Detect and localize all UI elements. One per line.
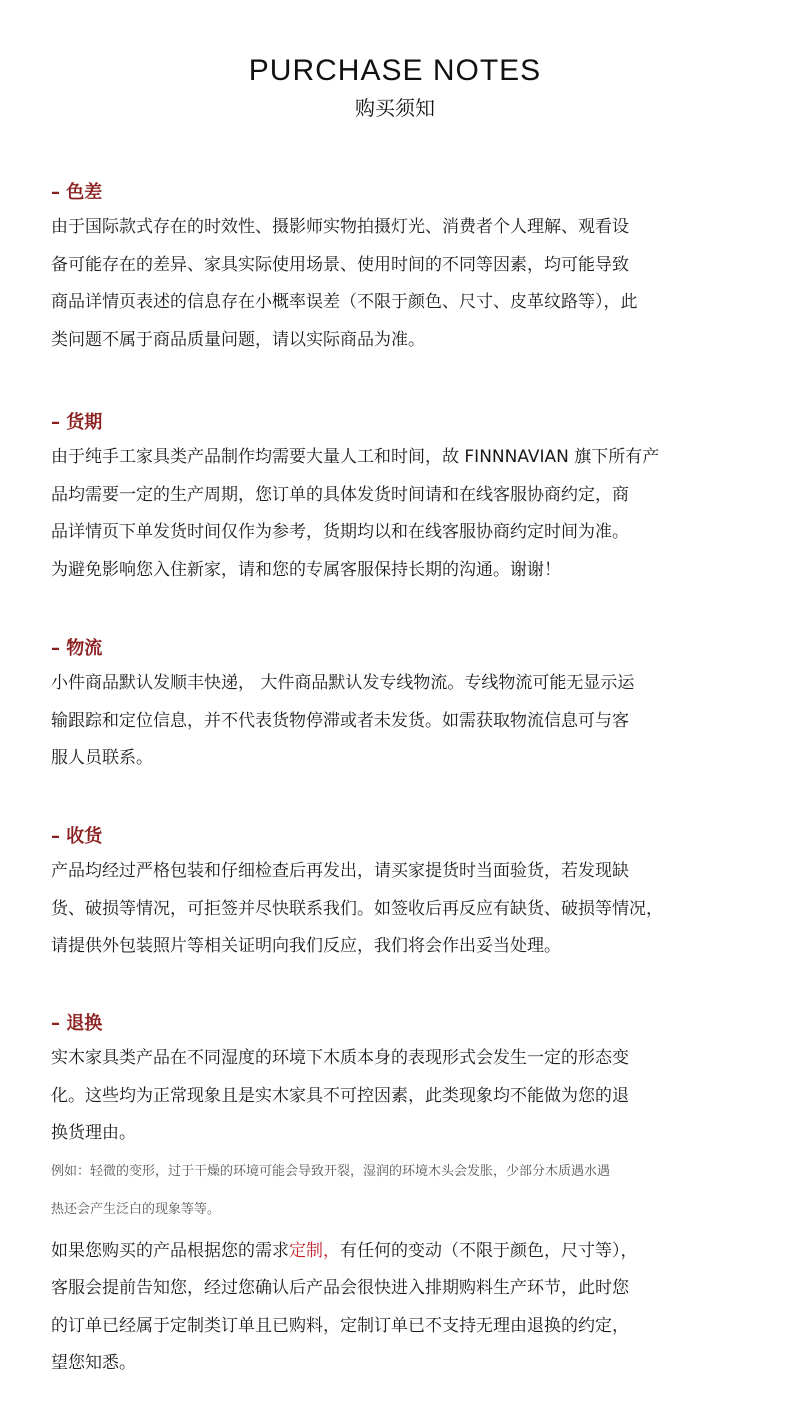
section-title: – 收货 (51, 826, 103, 847)
body-line: 商品详情页表述的信息存在小概率误差（不限于颜色、尺寸、皮革纹路等），此 (51, 292, 638, 312)
section-title: – 色差 (51, 182, 103, 203)
section-logistics (51, 637, 751, 778)
example-line: 例如：轻微的变形，过于干燥的环境可能会导致开裂，湿润的环境木头会发胀，少部分木质遇水遇 (51, 1163, 611, 1179)
body-line: 品均需要一定的生产周期，您订单的具体发货时间请和在线客服协商约定，商 (51, 484, 629, 505)
custom-text: 如果您购买的产品根据您的需求 (51, 1240, 289, 1261)
custom-text: 有任何的变动（不限于颜色，尺寸等）， (340, 1240, 638, 1261)
custom-order-note (51, 1233, 751, 1383)
section-title: – 货期 (51, 412, 103, 433)
example-note (51, 1153, 751, 1229)
section-receiving (51, 825, 751, 966)
body-line: 品详情页下单发货时间仅作为参考，货期均以和在线客服协商约定时间为准。 (51, 522, 629, 542)
page-header (0, 52, 790, 122)
section-delivery-time (51, 411, 751, 589)
page-title: PURCHASE NOTES (248, 54, 542, 87)
body-line: 小件商品默认发顺丰快递， 大件商品默认发专线物流。专线物流可能无显示运 (51, 673, 635, 693)
body-line: 由于纯手工家具类产品制作均需要大量人工和时间，故 FINNNAVIAN 旗下所有产 (51, 447, 660, 467)
section-body (51, 439, 751, 589)
body-line: 由于国际款式存在的时效性、摄影师实物拍摄灯光、消费者个人理解、观看设 (51, 217, 629, 237)
body-line: 服人员联系。 (51, 748, 153, 768)
body-line: 请提供外包装照片等相关证明向我们反应，我们将会作出妥当处理。 (51, 936, 561, 956)
section-body (51, 665, 751, 778)
example-line: 热还会产生泛白的现象等等。 (51, 1201, 221, 1217)
body-line: 换货理由。 (51, 1123, 136, 1143)
section-title: – 退换 (51, 1013, 103, 1034)
body-line: 化。这些均为正常现象且是实木家具不可控因素，此类现象均不能做为您的退 (51, 1085, 629, 1106)
section-body (51, 209, 751, 359)
body-line: 类问题不属于商品质量问题，请以实际商品为准。 (51, 329, 425, 350)
custom-line: 望您知悉。 (51, 1353, 136, 1373)
page-subtitle: 购买须知 (355, 96, 435, 120)
custom-highlight: 定制， (289, 1240, 340, 1261)
custom-line (51, 1233, 751, 1271)
body-line: 备可能存在的差异、家具实际使用场景、使用时间的不同等因素，均可能导致 (51, 254, 629, 275)
custom-line: 的订单已经属于定制类订单且已购料，定制订单已不支持无理由退换的约定， (51, 1315, 629, 1336)
custom-line: 客服会提前告知您，经过您确认后产品会很快进入排期购料生产环节，此时您 (51, 1278, 629, 1298)
body-line: 货、破损等情况，可拒签并尽快联系我们。如签收后再反应有缺货、破损等情况， (51, 898, 663, 919)
section-body (51, 1040, 751, 1153)
body-line: 输跟踪和定位信息，并不代表货物停滞或者未发货。如需获取物流信息可与客 (51, 710, 629, 731)
body-line: 实木家具类产品在不同湿度的环境下木质本身的表现形式会发生一定的形态变 (51, 1048, 629, 1068)
body-line: 产品均经过严格包装和仔细检查后再发出，请买家提货时当面验货，若发现缺 (51, 861, 629, 881)
section-color-difference (51, 181, 751, 359)
section-body (51, 853, 751, 966)
section-title: – 物流 (51, 638, 103, 659)
section-returns (51, 1012, 751, 1383)
body-line: 为避免影响您入住新家，请和您的专属客服保持长期的沟通。谢谢！ (51, 559, 561, 580)
